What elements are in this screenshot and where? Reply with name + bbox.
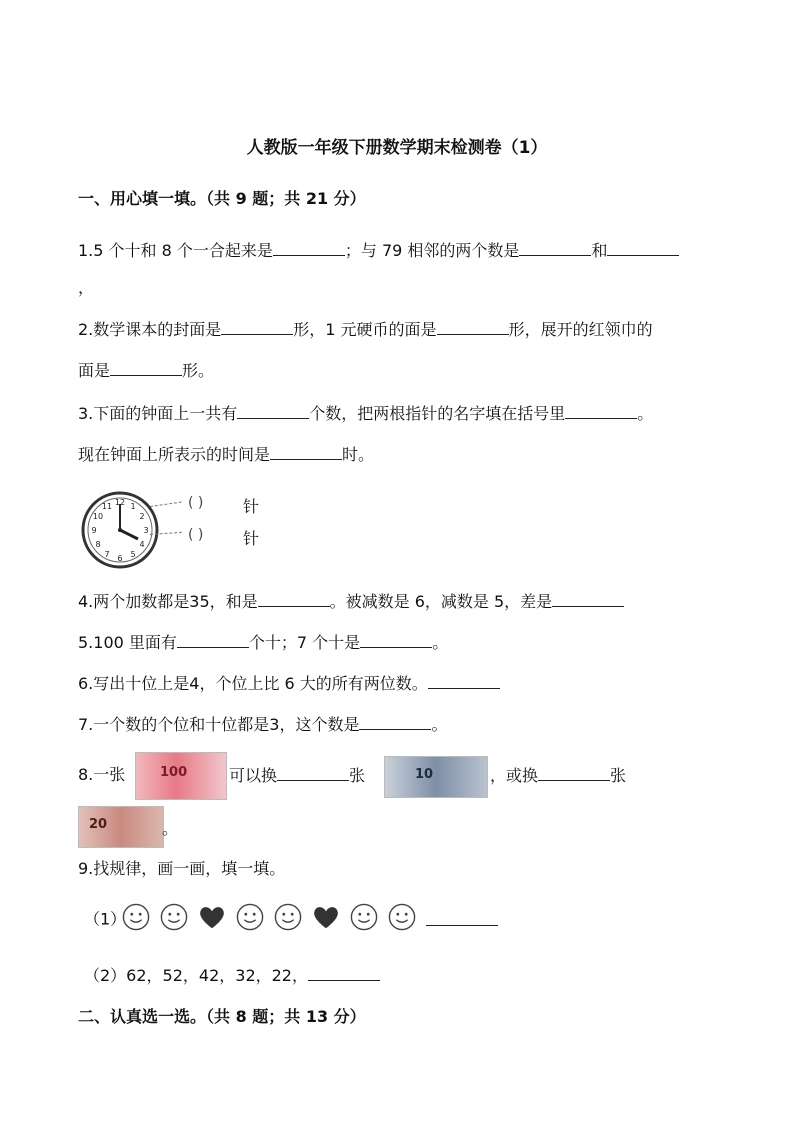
answer-blank[interactable]	[221, 318, 293, 335]
question-3-line2: 现在钟面上所表示的时间是 时。	[78, 445, 375, 464]
pattern-row-1: （1）	[84, 909, 127, 929]
clock-illustration	[80, 490, 160, 570]
answer-blank[interactable]	[270, 443, 342, 460]
answer-blank[interactable]	[437, 318, 509, 335]
question-9: 9.找规律，画一画，填一填。	[78, 859, 286, 878]
pattern-shapes	[122, 903, 498, 931]
svg-text:6: 6	[117, 554, 123, 563]
banknote-20-icon: 20	[78, 806, 164, 848]
smiley-face-icon	[350, 903, 378, 931]
page-title: 人教版一年级下册数学期末检测卷（1）	[246, 138, 548, 158]
heart-icon	[198, 903, 226, 931]
answer-blank[interactable]	[308, 964, 380, 981]
smiley-face-icon	[388, 903, 416, 931]
answer-blank[interactable]	[538, 764, 610, 781]
needle-blank-2[interactable]: ( )	[188, 527, 204, 543]
svg-text:12: 12	[114, 498, 126, 507]
answer-blank[interactable]	[110, 359, 182, 376]
answer-blank[interactable]	[237, 402, 309, 419]
answer-blank[interactable]	[519, 239, 591, 256]
svg-text:5: 5	[130, 550, 136, 559]
answer-blank[interactable]	[359, 713, 431, 730]
svg-text:11: 11	[101, 502, 113, 511]
question-8-period: 。	[162, 819, 179, 838]
answer-blank[interactable]	[428, 672, 500, 689]
question-4: 4.两个加数都是35，和是 。被减数是 6，减数是 5，差是	[78, 590, 624, 613]
smiley-face-icon	[160, 903, 188, 931]
question-2-line2: 面是 形。	[78, 361, 215, 380]
answer-blank[interactable]	[258, 590, 330, 607]
svg-text:9: 9	[91, 526, 97, 535]
svg-text:8: 8	[95, 540, 101, 549]
svg-text:3: 3	[143, 526, 149, 535]
answer-blank[interactable]	[277, 764, 349, 781]
banknote-10-icon: 10	[384, 756, 488, 798]
svg-text:2: 2	[139, 512, 145, 521]
svg-text:10: 10	[92, 512, 104, 521]
question-1: 1.5 个十和 8 个一合起来是 ；与 79 相邻的两个数是 和	[78, 239, 679, 262]
question-5: 5.100 里面有 个十；7 个十是 。	[78, 633, 449, 652]
answer-blank[interactable]	[273, 239, 345, 256]
question-1-comma: ，	[78, 278, 95, 297]
clock-icon	[80, 490, 160, 570]
question-8-lead: 8.一张	[78, 765, 126, 784]
answer-blank[interactable]	[177, 631, 249, 648]
heart-icon	[312, 903, 340, 931]
smiley-face-icon	[274, 903, 302, 931]
pattern-row-2: （2）62，52，42，32，22，	[84, 964, 380, 987]
answer-blank[interactable]	[552, 590, 624, 607]
section-1-heading: 一、用心填一填。（共 9 题；共 21 分）	[78, 189, 366, 208]
needle-label-2: 针	[243, 529, 260, 548]
answer-blank[interactable]	[607, 239, 679, 256]
question-6: 6.写出十位上是4，个位上比 6 大的所有两位数。	[78, 672, 500, 695]
answer-blank[interactable]	[426, 909, 498, 926]
smiley-face-icon	[122, 903, 150, 931]
question-2: 2.数学课本的封面是 形，1 元硬币的面是 形，展开的红领巾的	[78, 320, 653, 339]
needle-blank-1[interactable]: ( )	[188, 495, 204, 511]
section-2-heading: 二、认真选一选。（共 8 题；共 13 分）	[78, 1007, 366, 1026]
question-3: 3.下面的钟面上一共有 个数，把两根指针的名字填在括号里 。	[78, 404, 654, 423]
answer-blank[interactable]	[565, 402, 637, 419]
answer-blank[interactable]	[360, 631, 432, 648]
smiley-face-icon	[236, 903, 264, 931]
svg-text:1: 1	[130, 502, 136, 511]
question-7: 7.一个数的个位和十位都是3，这个数是 。	[78, 715, 448, 734]
banknote-100-icon: 100	[135, 752, 227, 800]
question-8-mid: 可以换 张	[229, 766, 366, 785]
question-8-end: ，或换 张	[490, 766, 627, 785]
svg-text:4: 4	[139, 540, 145, 549]
needle-label-1: 针	[243, 497, 260, 516]
svg-text:7: 7	[104, 550, 110, 559]
